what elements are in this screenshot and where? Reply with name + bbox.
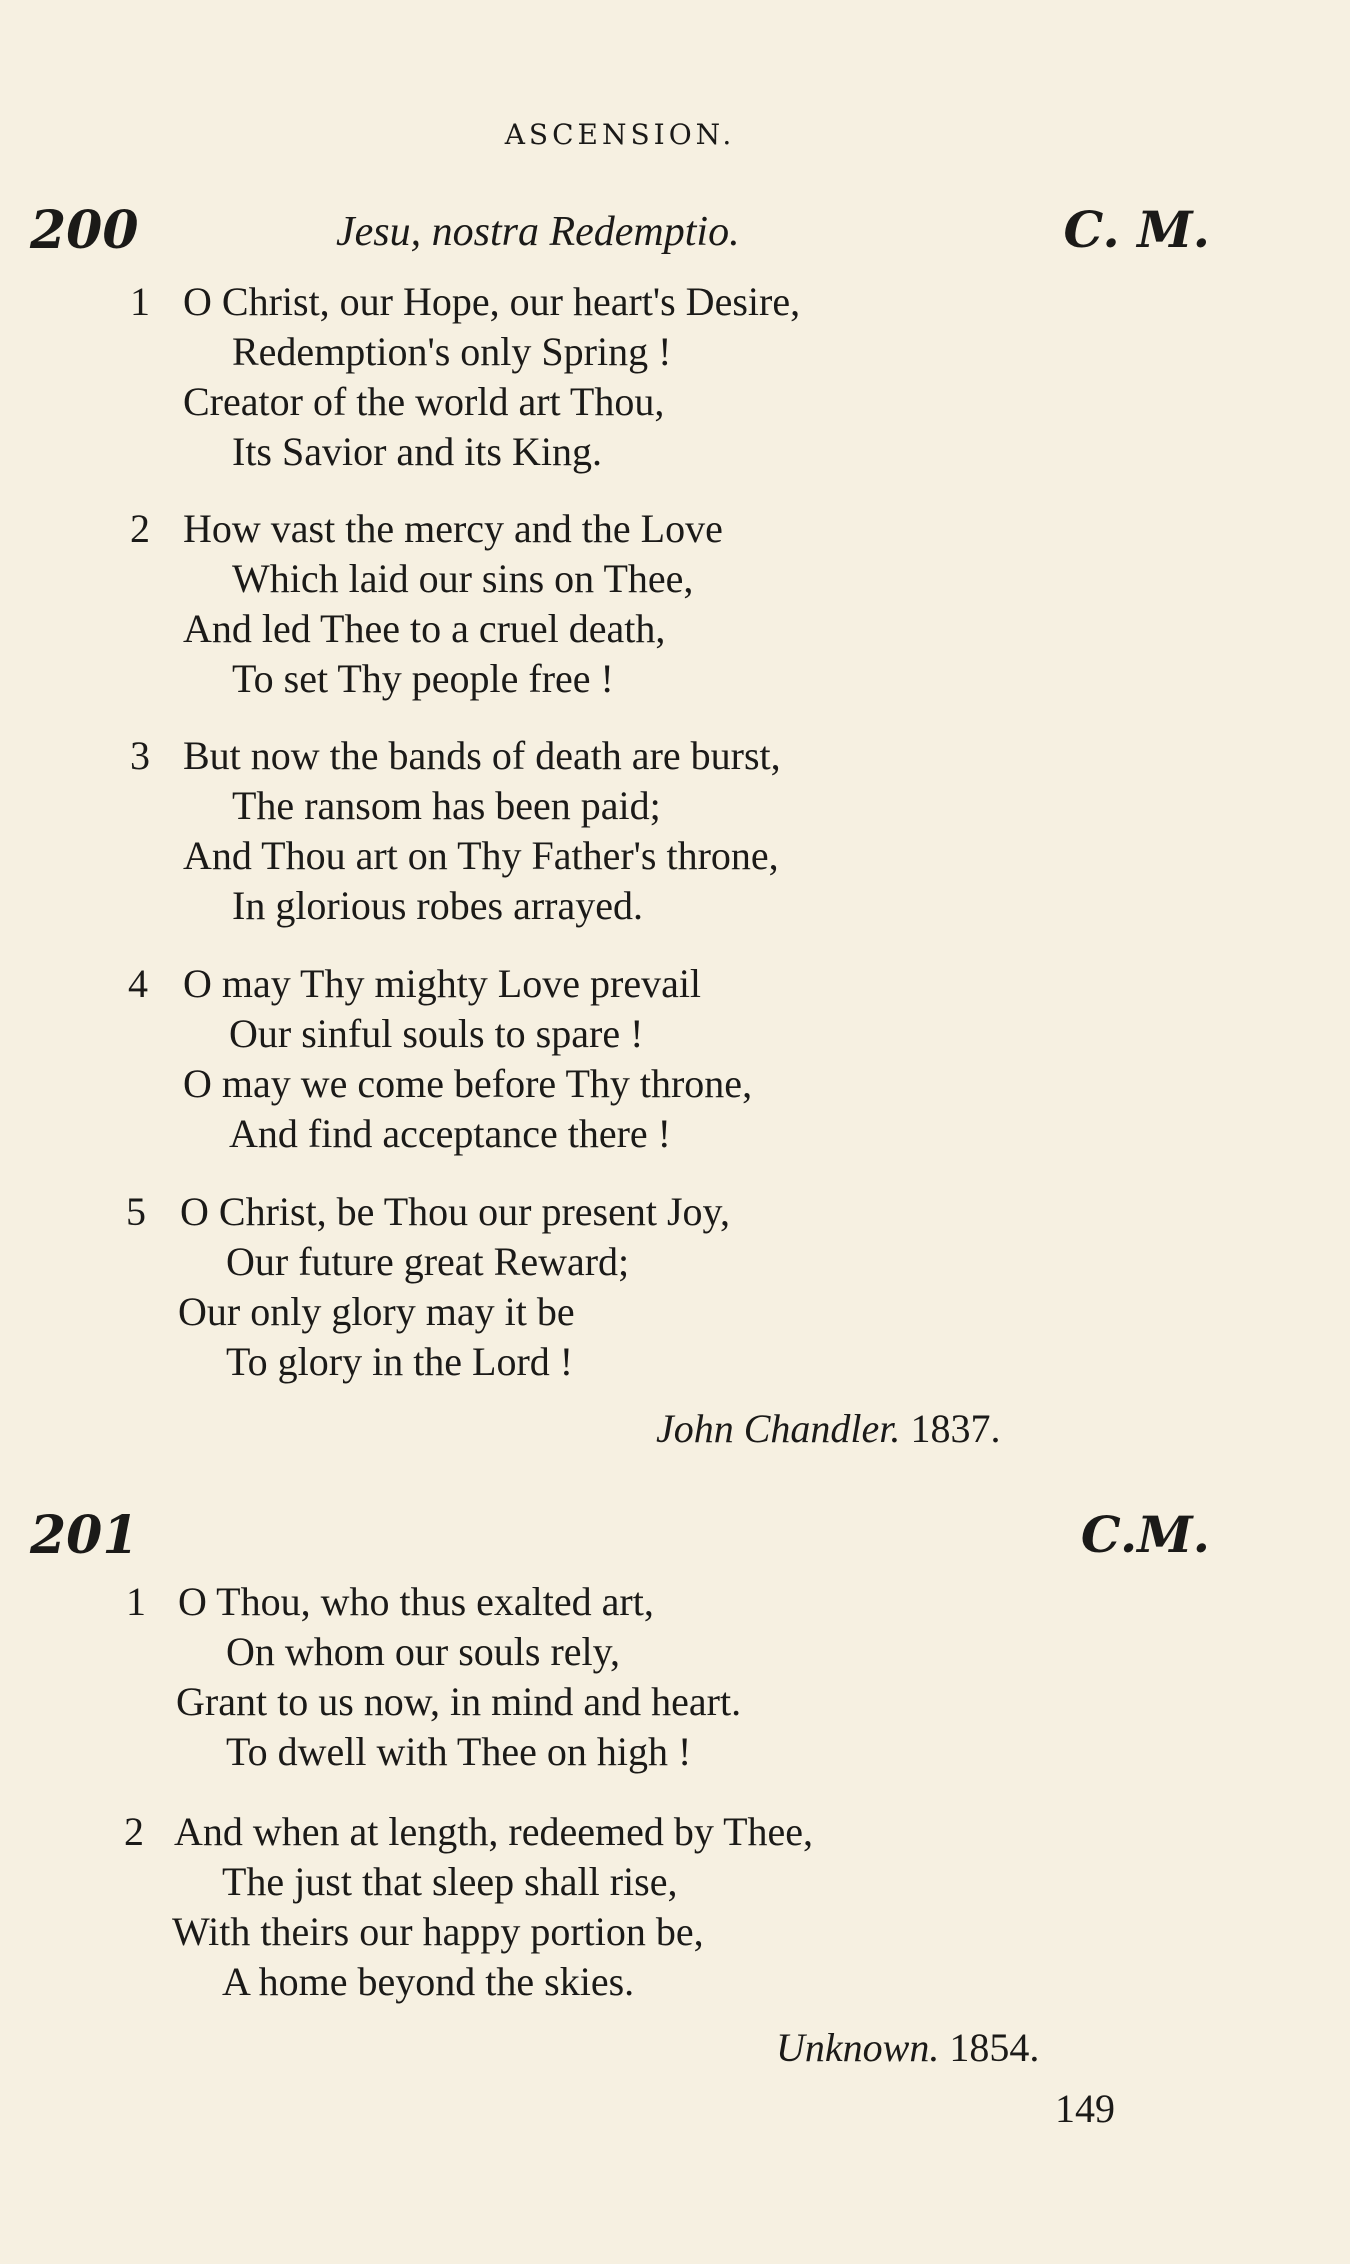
verse-line: And when at length, redeemed by Thee, [174, 1809, 814, 1854]
stanza-number: 1 [126, 1579, 146, 1624]
verse-line: On whom our souls rely, [226, 1629, 621, 1674]
verse-line: And led Thee to a cruel death, [183, 606, 666, 651]
hymn-meter: C. M. [1063, 200, 1210, 259]
attribution-year: 1854. [949, 2025, 1040, 2070]
verse-line: O Christ, be Thou our present Joy, [180, 1189, 730, 1234]
stanza-number: 2 [124, 1809, 144, 1854]
verse-line: To dwell with Thee on high ! [226, 1729, 692, 1774]
hymn-201-heading [30, 1505, 1210, 1575]
verse-line: To set Thy people free ! [232, 656, 614, 701]
verse-line: Its Savior and its King. [232, 429, 602, 474]
verse-line: How vast the mercy and the Love [183, 506, 723, 551]
verse-line: Our only glory may it be [178, 1289, 575, 1334]
hymn-number: 200 [30, 200, 139, 261]
stanza-number: 2 [130, 506, 150, 551]
verse-line: In glorious robes arrayed. [232, 883, 643, 928]
hymn-201-attribution [776, 2024, 1039, 2072]
running-head: ASCENSION. [504, 118, 736, 151]
verse-line: O may Thy mighty Love prevail [183, 961, 702, 1006]
verse-line: Our sinful souls to spare ! [229, 1011, 644, 1056]
verse-line: O Thou, who thus exalted art, [178, 1579, 654, 1624]
verse-line: A home beyond the skies. [222, 1959, 635, 2004]
attribution-year: 1837. [910, 1406, 1001, 1451]
verse-line: And Thou art on Thy Father's throne, [183, 833, 779, 878]
verse-line: Our future great Reward; [226, 1239, 630, 1284]
stanza-number: 4 [128, 961, 148, 1006]
verse-line: O may we come before Thy throne, [183, 1061, 753, 1106]
verse-line: Redemption's only Spring ! [232, 329, 672, 374]
stanza-number: 3 [130, 733, 150, 778]
attribution-author: Unknown. [776, 2025, 940, 2070]
verse-line: Which laid our sins on Thee, [232, 556, 694, 601]
stanza-number: 5 [126, 1189, 146, 1234]
verse-line: The ransom has been paid; [232, 783, 661, 828]
verse-line: With theirs our happy portion be, [172, 1909, 704, 1954]
hymn-200-attribution [656, 1405, 1000, 1453]
attribution-author: John Chandler. [656, 1406, 901, 1451]
verse-line: Creator of the world art Thou, [183, 379, 665, 424]
hymn-title: Jesu, nostra Redemptio. [336, 209, 740, 255]
stanza-number: 1 [130, 279, 150, 324]
verse-line: The just that sleep shall rise, [222, 1859, 678, 1904]
verse-line: And find acceptance there ! [229, 1111, 671, 1156]
hymn-meter: C.M. [1080, 1505, 1210, 1564]
verse-line: But now the bands of death are burst, [183, 733, 781, 778]
hymn-200-heading [30, 200, 1210, 270]
page-number: 149 [1055, 2086, 1115, 2131]
verse-line: Grant to us now, in mind and heart. [176, 1679, 742, 1724]
hymn-number: 201 [30, 1505, 139, 1566]
verse-line: To glory in the Lord ! [226, 1339, 574, 1384]
verse-line: O Christ, our Hope, our heart's Desire, [183, 279, 801, 324]
